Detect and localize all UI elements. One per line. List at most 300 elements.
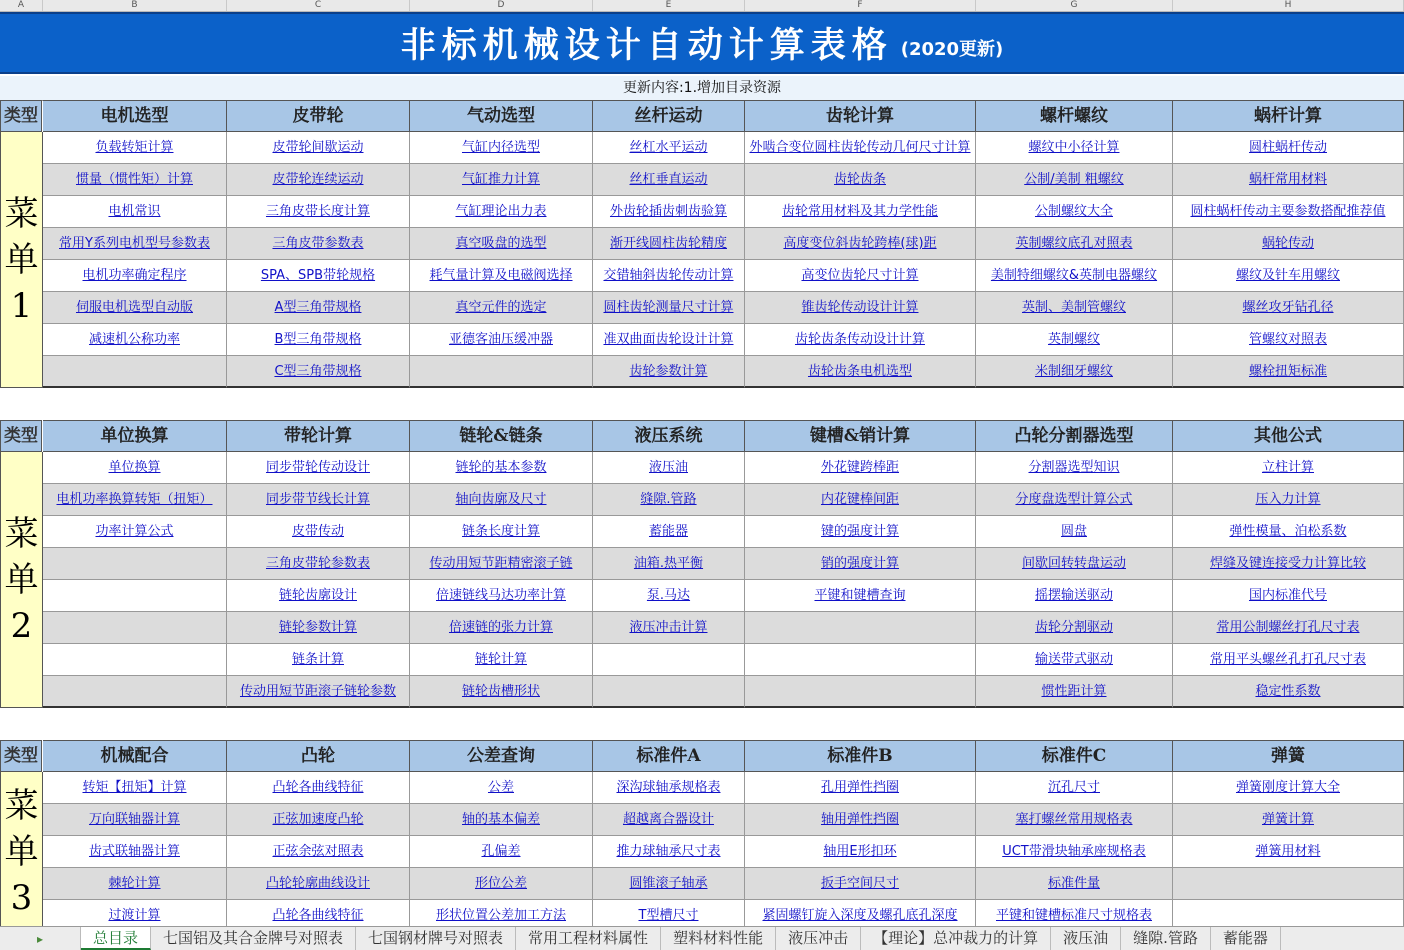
hyperlink[interactable]: 内花键棒间距 xyxy=(820,492,899,507)
hyperlink[interactable]: 传动用短节距滚子链轮参数 xyxy=(239,684,396,699)
table-cell xyxy=(410,292,593,324)
category-header: 弹簧 xyxy=(1173,740,1404,772)
table-row xyxy=(43,164,1404,196)
hyperlink[interactable]: 齿式联轴器计算 xyxy=(88,844,180,859)
sheet-tab[interactable]: 七国铝及其合金牌号对照表 xyxy=(151,927,356,950)
category-header: 凸轮 xyxy=(227,740,410,772)
table-cell xyxy=(410,612,593,644)
hyperlink[interactable]: 链轮的基本参数 xyxy=(455,460,547,475)
hyperlink[interactable]: 弹簧计算 xyxy=(1261,812,1314,827)
table-cell xyxy=(43,132,227,164)
hyperlink[interactable]: 链条计算 xyxy=(291,652,344,667)
hyperlink[interactable]: 孔用弹性挡圈 xyxy=(820,780,899,795)
table-cell xyxy=(227,228,410,260)
hyperlink[interactable]: 输送带式驱动 xyxy=(1034,652,1113,667)
category-header: 其他公式 xyxy=(1173,420,1404,452)
hyperlink[interactable]: 立柱计算 xyxy=(1261,460,1314,475)
table-cell xyxy=(976,644,1173,676)
table-cell xyxy=(745,612,976,644)
table-cell xyxy=(593,196,745,228)
table-row xyxy=(43,356,1404,388)
table-cell xyxy=(227,676,410,708)
hyperlink[interactable]: 公制螺纹大全 xyxy=(1034,204,1113,219)
hyperlink[interactable]: 气缸推力计算 xyxy=(461,172,540,187)
column-header-bar xyxy=(0,0,1404,12)
table-cell xyxy=(410,132,593,164)
hyperlink[interactable]: 渐开线圆柱齿轮精度 xyxy=(609,236,727,251)
category-header: 丝杆运动 xyxy=(593,100,745,132)
table-cell xyxy=(1173,164,1404,196)
hyperlink[interactable]: 键的强度计算 xyxy=(820,524,899,539)
category-header: 标准件A xyxy=(593,740,745,772)
hyperlink[interactable]: 高度变位斜齿轮跨棒(球)距 xyxy=(783,236,937,251)
table-row xyxy=(43,324,1404,356)
table-cell xyxy=(1173,868,1404,900)
hyperlink[interactable]: 万向联轴器计算 xyxy=(88,812,180,827)
hyperlink[interactable]: 螺栓扭矩标准 xyxy=(1248,364,1327,379)
table-cell xyxy=(593,324,745,356)
table-cell xyxy=(1173,484,1404,516)
column-letter: E xyxy=(593,0,745,11)
hyperlink[interactable]: 伺服电机选型自动版 xyxy=(75,300,193,315)
hyperlink[interactable]: 弹簧刚度计算大全 xyxy=(1235,780,1340,795)
table-cell xyxy=(1173,804,1404,836)
table-cell xyxy=(227,484,410,516)
hyperlink[interactable]: 齿轮参数计算 xyxy=(629,364,708,379)
table-cell xyxy=(745,516,976,548)
sheet-tab[interactable]: 七国钢材牌号对照表 xyxy=(356,927,516,950)
table-cell xyxy=(227,132,410,164)
hyperlink[interactable]: 链条长度计算 xyxy=(461,524,540,539)
table-row xyxy=(43,516,1404,548)
hyperlink[interactable]: 传动用短节距精密滚子链 xyxy=(429,556,573,571)
table-cell xyxy=(43,196,227,228)
column-letter: C xyxy=(227,0,410,11)
table-cell xyxy=(593,260,745,292)
hyperlink[interactable]: 三角皮带参数表 xyxy=(272,236,364,251)
table-cell xyxy=(976,132,1173,164)
hyperlink[interactable]: 耗气量计算及电磁阀选择 xyxy=(429,268,573,283)
hyperlink[interactable]: 惯量（惯性矩）计算 xyxy=(75,172,193,187)
hyperlink[interactable]: 常用平头螺丝孔打孔尺寸表 xyxy=(1209,652,1366,667)
hyperlink[interactable]: 负载转矩计算 xyxy=(95,140,174,155)
sheet-tab[interactable]: 液压冲击 xyxy=(776,927,861,950)
hyperlink[interactable]: 同步带轮传动设计 xyxy=(265,460,370,475)
hyperlink[interactable]: 形状位置公差加工方法 xyxy=(435,908,566,923)
hyperlink[interactable]: 真空吸盘的选型 xyxy=(455,236,547,251)
title-year: (2020更新) xyxy=(900,39,1004,60)
table-cell xyxy=(227,804,410,836)
category-header: 键槽&销计算 xyxy=(745,420,976,452)
table-cell xyxy=(593,644,745,676)
hyperlink[interactable]: 凸轮各曲线特征 xyxy=(272,908,364,923)
table-cell xyxy=(976,452,1173,484)
hyperlink[interactable]: 皮带轮间歇运动 xyxy=(272,140,364,155)
table-cell xyxy=(593,612,745,644)
table-cell xyxy=(593,868,745,900)
menu-label xyxy=(0,132,43,388)
scroll-right-icon[interactable]: ▸ xyxy=(0,927,81,950)
table-cell xyxy=(745,644,976,676)
hyperlink[interactable]: A型三角带规格 xyxy=(274,300,362,315)
hyperlink[interactable]: SPA、SPB带轮规格 xyxy=(260,268,376,283)
table-cell xyxy=(1173,228,1404,260)
hyperlink[interactable]: C型三角带规格 xyxy=(274,364,362,379)
sheet-tab[interactable]: 【理论】总冲裁力的计算 xyxy=(861,927,1051,950)
table-cell xyxy=(745,132,976,164)
table-cell xyxy=(745,804,976,836)
table-cell xyxy=(745,676,976,708)
hyperlink[interactable]: 准双曲面齿轮设计计算 xyxy=(603,332,734,347)
table-row xyxy=(43,580,1404,612)
hyperlink[interactable]: 圆锥滚子轴承 xyxy=(629,876,708,891)
hyperlink[interactable]: 链轮齿廓设计 xyxy=(278,588,357,603)
update-note: 更新内容:1.增加目录资源 xyxy=(0,76,1404,101)
hyperlink[interactable]: 凸轮各曲线特征 xyxy=(272,780,364,795)
table-cell xyxy=(745,292,976,324)
table-cell xyxy=(410,228,593,260)
table-cell xyxy=(227,548,410,580)
table-cell xyxy=(1173,260,1404,292)
table-cell xyxy=(43,772,227,804)
table-cell xyxy=(43,260,227,292)
hyperlink[interactable]: 摇摆输送驱动 xyxy=(1034,588,1113,603)
menu-label-char: 单 xyxy=(4,239,39,280)
hyperlink[interactable]: 稳定性系数 xyxy=(1255,684,1321,699)
hyperlink[interactable]: 外齿轮插齿刺齿验算 xyxy=(609,204,727,219)
hyperlink[interactable]: 倍速链的张力计算 xyxy=(448,620,553,635)
table-cell xyxy=(1173,580,1404,612)
hyperlink[interactable]: 齿轮常用材料及其力学性能 xyxy=(781,204,938,219)
menu-label-char: 菜 xyxy=(4,513,39,554)
table-cell xyxy=(745,772,976,804)
column-letter: F xyxy=(745,0,976,11)
hyperlink[interactable]: 螺丝攻牙钻孔径 xyxy=(1242,300,1334,315)
hyperlink[interactable]: 标准件量 xyxy=(1047,876,1100,891)
hyperlink[interactable]: 平键和键槽标准尺寸规格表 xyxy=(995,908,1152,923)
table-cell xyxy=(745,836,976,868)
table-cell xyxy=(410,772,593,804)
hyperlink[interactable]: 孔偏差 xyxy=(481,844,521,859)
sheet-tab[interactable]: 液压油 xyxy=(1051,927,1121,950)
table-cell xyxy=(1173,836,1404,868)
sheet-tab[interactable]: 塑料材料性能 xyxy=(661,927,776,950)
table-cell xyxy=(976,804,1173,836)
table-cell xyxy=(976,836,1173,868)
hyperlink[interactable]: 转矩【扭矩】计算 xyxy=(82,780,187,795)
table-cell xyxy=(1173,772,1404,804)
hyperlink[interactable]: 紧固螺钉旋入深度及螺孔底孔深度 xyxy=(762,908,958,923)
table-cell xyxy=(410,260,593,292)
table-cell xyxy=(976,292,1173,324)
table-cell xyxy=(43,324,227,356)
hyperlink[interactable]: 蓄能器 xyxy=(648,524,688,539)
category-header: 标准件C xyxy=(976,740,1173,772)
hyperlink[interactable]: B型三角带规格 xyxy=(274,332,362,347)
hyperlink[interactable]: 英制、美制管螺纹 xyxy=(1021,300,1126,315)
hyperlink[interactable]: 电机功率换算转矩（扭矩） xyxy=(56,492,213,507)
hyperlink[interactable]: 螺纹中小径计算 xyxy=(1028,140,1120,155)
table-row xyxy=(43,484,1404,516)
table-cell xyxy=(1173,132,1404,164)
table-cell xyxy=(227,836,410,868)
hyperlink[interactable]: 皮带轮连续运动 xyxy=(272,172,364,187)
section-header-row xyxy=(0,420,1404,452)
hyperlink[interactable]: 棘轮计算 xyxy=(108,876,161,891)
table-cell xyxy=(227,516,410,548)
section-header-row xyxy=(0,100,1404,132)
table-row xyxy=(43,452,1404,484)
hyperlink[interactable]: 外花键跨棒距 xyxy=(820,460,899,475)
table-cell xyxy=(43,516,227,548)
hyperlink[interactable]: 皮带传动 xyxy=(291,524,344,539)
table-cell xyxy=(1173,516,1404,548)
table-cell xyxy=(976,548,1173,580)
hyperlink[interactable]: 三角皮带长度计算 xyxy=(265,204,370,219)
hyperlink[interactable]: 过渡计算 xyxy=(108,908,161,923)
hyperlink[interactable]: 圆盘 xyxy=(1060,524,1087,539)
table-cell xyxy=(593,772,745,804)
table-cell xyxy=(1173,324,1404,356)
hyperlink[interactable]: 螺纹及针车用螺纹 xyxy=(1235,268,1340,283)
hyperlink[interactable]: UCT带滑块轴承座规格表 xyxy=(1002,844,1146,859)
table-cell xyxy=(1173,356,1404,388)
hyperlink[interactable]: 亚德客油压缓冲器 xyxy=(448,332,553,347)
table-cell xyxy=(976,196,1173,228)
hyperlink[interactable]: 英制螺纹 xyxy=(1047,332,1100,347)
hyperlink[interactable]: 惯性距计算 xyxy=(1041,684,1107,699)
table-cell xyxy=(43,164,227,196)
hyperlink[interactable]: 缝隙.管路 xyxy=(640,492,697,507)
hyperlink[interactable]: 链轮齿槽形状 xyxy=(461,684,540,699)
hyperlink[interactable]: 功率计算公式 xyxy=(95,524,174,539)
sheet-tab[interactable]: 常用工程材料属性 xyxy=(516,927,661,950)
hyperlink[interactable]: 弹簧用材料 xyxy=(1255,844,1321,859)
hyperlink[interactable]: 单位换算 xyxy=(108,460,161,475)
hyperlink[interactable]: 三角皮带轮参数表 xyxy=(265,556,370,571)
table-cell xyxy=(410,516,593,548)
table-cell xyxy=(976,676,1173,708)
hyperlink[interactable]: 轴用弹性挡圈 xyxy=(820,812,899,827)
table-cell xyxy=(43,484,227,516)
table-cell xyxy=(745,580,976,612)
hyperlink[interactable]: 高变位齿轮尺寸计算 xyxy=(801,268,919,283)
menu-label xyxy=(0,452,43,708)
hyperlink[interactable]: 齿轮齿条 xyxy=(833,172,886,187)
table-row xyxy=(43,228,1404,260)
table-cell xyxy=(410,548,593,580)
table-cell xyxy=(1173,548,1404,580)
table-cell xyxy=(1173,644,1404,676)
table-cell xyxy=(976,612,1173,644)
category-header: 螺杆螺纹 xyxy=(976,100,1173,132)
table-row xyxy=(43,196,1404,228)
table-cell xyxy=(227,356,410,388)
table-cell xyxy=(976,516,1173,548)
table-cell xyxy=(410,580,593,612)
table-cell xyxy=(43,676,227,708)
hyperlink[interactable]: 常用公制螺丝打孔尺寸表 xyxy=(1216,620,1360,635)
hyperlink[interactable]: 外啮合变位圆柱齿轮传动几何尺寸计算 xyxy=(749,140,971,155)
section-header-row xyxy=(0,740,1404,772)
table-cell xyxy=(410,868,593,900)
table-cell xyxy=(410,196,593,228)
category-header: 标准件B xyxy=(745,740,976,772)
hyperlink[interactable]: 正弦加速度凸轮 xyxy=(272,812,364,827)
hyperlink[interactable]: 液压冲击计算 xyxy=(629,620,708,635)
menu-label-char: 单 xyxy=(4,831,39,872)
hyperlink[interactable]: 电机常识 xyxy=(108,204,161,219)
hyperlink[interactable]: 英制螺纹底孔对照表 xyxy=(1015,236,1133,251)
hyperlink[interactable]: 链轮计算 xyxy=(474,652,527,667)
table-row xyxy=(43,292,1404,324)
table-cell xyxy=(976,868,1173,900)
table-row xyxy=(43,772,1404,804)
table-row xyxy=(43,804,1404,836)
table-cell xyxy=(410,164,593,196)
hyperlink[interactable]: 齿轮齿条电机选型 xyxy=(807,364,912,379)
hyperlink[interactable]: 超越离合器设计 xyxy=(622,812,714,827)
table-cell xyxy=(227,612,410,644)
title-banner xyxy=(0,12,1404,74)
hyperlink[interactable]: 链轮参数计算 xyxy=(278,620,357,635)
hyperlink[interactable]: 轴向齿廓及尺寸 xyxy=(455,492,547,507)
table-cell xyxy=(976,164,1173,196)
hyperlink[interactable]: 丝杠水平运动 xyxy=(629,140,708,155)
sheet-tab[interactable]: 蓄能器 xyxy=(1211,927,1281,950)
table-row xyxy=(43,612,1404,644)
hyperlink[interactable]: 油箱.热平衡 xyxy=(633,556,704,571)
table-cell xyxy=(227,324,410,356)
category-header: 皮带轮 xyxy=(227,100,410,132)
hyperlink[interactable]: 圆柱齿轮测量尺寸计算 xyxy=(603,300,734,315)
hyperlink[interactable]: 圆柱蜗杆传动主要参数搭配推荐值 xyxy=(1190,204,1386,219)
table-cell xyxy=(1173,676,1404,708)
hyperlink[interactable]: 国内标准代号 xyxy=(1248,588,1327,603)
hyperlink[interactable]: 凸轮轮廓曲线设计 xyxy=(265,876,370,891)
table-cell xyxy=(593,516,745,548)
hyperlink[interactable]: 泵.马达 xyxy=(646,588,691,603)
hyperlink[interactable]: 美制特细螺纹&英制电器螺纹 xyxy=(990,268,1158,283)
hyperlink[interactable]: 轴用E形扣环 xyxy=(823,844,897,859)
hyperlink[interactable]: 公差 xyxy=(487,780,514,795)
table-cell xyxy=(227,772,410,804)
hyperlink[interactable]: 米制细牙螺纹 xyxy=(1034,364,1113,379)
menu-section-1 xyxy=(0,100,1404,392)
hyperlink[interactable]: 平键和键槽查询 xyxy=(814,588,906,603)
hyperlink[interactable]: 电机功率确定程序 xyxy=(82,268,187,283)
hyperlink[interactable]: 形位公差 xyxy=(474,876,527,891)
table-cell xyxy=(227,868,410,900)
hyperlink[interactable]: 减速机公称功率 xyxy=(88,332,180,347)
hyperlink[interactable]: 管螺纹对照表 xyxy=(1248,332,1327,347)
hyperlink[interactable]: 丝杠垂直运动 xyxy=(629,172,708,187)
category-header: 单位换算 xyxy=(43,420,227,452)
hyperlink[interactable]: 焊缝及键连接受力计算比较 xyxy=(1209,556,1366,571)
hyperlink[interactable]: 常用Y系列电机型号参数表 xyxy=(59,236,210,251)
hyperlink[interactable]: 倍速链线马达功率计算 xyxy=(435,588,566,603)
table-cell xyxy=(227,644,410,676)
table-cell xyxy=(976,580,1173,612)
table-cell xyxy=(745,228,976,260)
table-cell xyxy=(745,324,976,356)
hyperlink[interactable]: 压入力计算 xyxy=(1255,492,1321,507)
hyperlink[interactable]: 分割器选型知识 xyxy=(1028,460,1120,475)
menu-label-char: 1 xyxy=(10,285,33,326)
hyperlink[interactable]: 弹性模量、泊松系数 xyxy=(1229,524,1347,539)
table-cell xyxy=(745,484,976,516)
hyperlink[interactable]: 蜗杆常用材料 xyxy=(1248,172,1327,187)
hyperlink[interactable]: 气缸理论出力表 xyxy=(455,204,547,219)
table-cell xyxy=(593,356,745,388)
category-header: 链轮&链条 xyxy=(410,420,593,452)
hyperlink[interactable]: 齿轮分割驱动 xyxy=(1034,620,1113,635)
hyperlink[interactable]: 深沟球轴承规格表 xyxy=(616,780,721,795)
table-cell xyxy=(43,356,227,388)
menu-label-char: 菜 xyxy=(4,193,39,234)
hyperlink[interactable]: 销的强度计算 xyxy=(820,556,899,571)
column-letter: G xyxy=(976,0,1173,11)
hyperlink[interactable]: 同步带节线长计算 xyxy=(265,492,370,507)
hyperlink[interactable]: 气缸内径选型 xyxy=(461,140,540,155)
hyperlink[interactable]: 轴的基本偏差 xyxy=(461,812,540,827)
sheet-tab[interactable]: 缝隙.管路 xyxy=(1121,927,1211,950)
hyperlink[interactable]: 圆柱蜗杆传动 xyxy=(1248,140,1327,155)
sheet-tab[interactable]: 总目录 xyxy=(81,927,151,950)
table-cell xyxy=(410,452,593,484)
table-cell xyxy=(43,836,227,868)
hyperlink[interactable]: 塞打螺丝常用规格表 xyxy=(1015,812,1133,827)
hyperlink[interactable]: 扳手空间尺寸 xyxy=(820,876,899,891)
table-cell xyxy=(410,804,593,836)
table-cell xyxy=(593,292,745,324)
table-cell xyxy=(227,164,410,196)
type-label: 类型 xyxy=(0,740,42,772)
hyperlink[interactable]: 齿轮齿条传动设计计算 xyxy=(794,332,925,347)
hyperlink[interactable]: 液压油 xyxy=(648,460,688,475)
page-title: 非标机械设计自动计算表格 xyxy=(400,26,893,66)
hyperlink[interactable]: 蜗轮传动 xyxy=(1261,236,1314,251)
table-cell xyxy=(976,484,1173,516)
hyperlink[interactable]: T型槽尺寸 xyxy=(638,908,699,923)
table-cell xyxy=(410,484,593,516)
hyperlink[interactable]: 分度盘选型计算公式 xyxy=(1015,492,1133,507)
column-letter: A xyxy=(0,0,43,11)
table-cell xyxy=(593,580,745,612)
hyperlink[interactable]: 沉孔尺寸 xyxy=(1047,780,1100,795)
table-row xyxy=(43,836,1404,868)
table-row xyxy=(43,868,1404,900)
hyperlink[interactable]: 锥齿轮传动设计计算 xyxy=(801,300,919,315)
table-cell xyxy=(1173,452,1404,484)
hyperlink[interactable]: 公制/美制 粗螺纹 xyxy=(1024,172,1124,187)
category-header: 气动选型 xyxy=(410,100,593,132)
table-cell xyxy=(745,356,976,388)
table-cell xyxy=(976,772,1173,804)
hyperlink[interactable]: 交错轴斜齿轮传动计算 xyxy=(603,268,734,283)
hyperlink[interactable]: 正弦余弦对照表 xyxy=(272,844,364,859)
table-cell xyxy=(410,644,593,676)
menu-label-char: 菜 xyxy=(4,785,39,826)
table-cell xyxy=(227,260,410,292)
table-row xyxy=(43,676,1404,708)
table-cell xyxy=(593,804,745,836)
table-cell xyxy=(593,452,745,484)
hyperlink[interactable]: 真空元件的选定 xyxy=(455,300,547,315)
type-label: 类型 xyxy=(0,420,42,452)
hyperlink[interactable]: 推力球轴承尺寸表 xyxy=(616,844,721,859)
hyperlink[interactable]: 间歇回转转盘运动 xyxy=(1021,556,1126,571)
